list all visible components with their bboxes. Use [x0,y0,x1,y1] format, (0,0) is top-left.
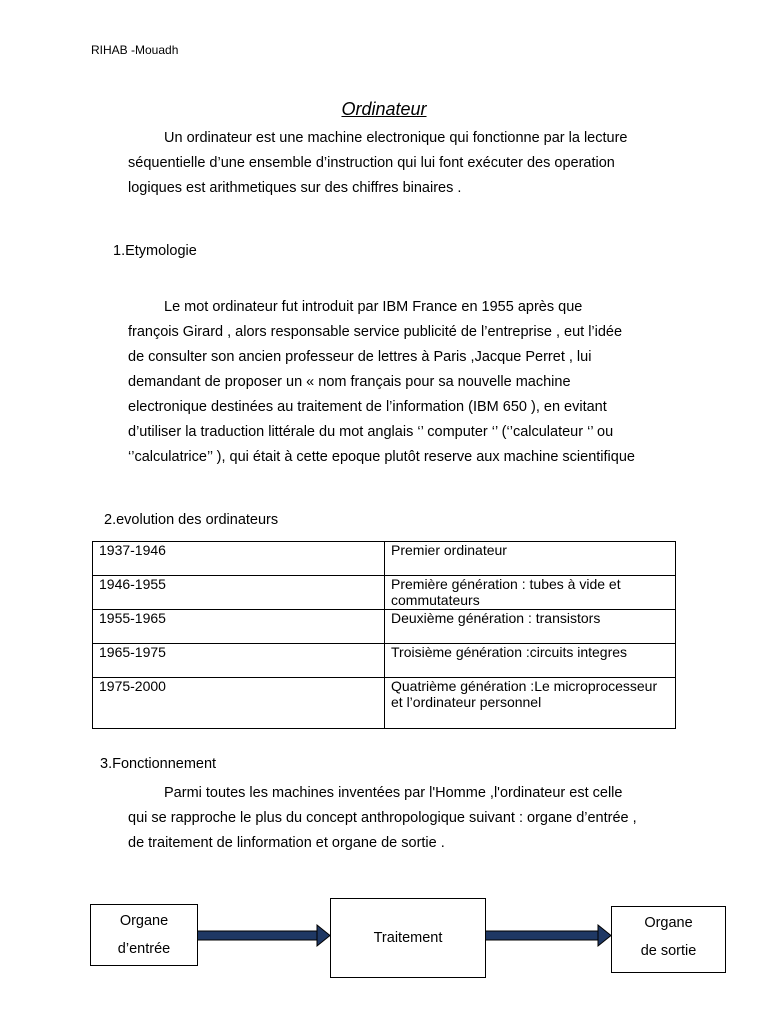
page-title: Ordinateur [341,99,427,119]
etymology-line: electronique destinées au traitement de l’information (IBM 650 ), en evitant [128,399,607,415]
operation-line: qui se rapproche le plus du concept anthropologique suivant : organe d’entrée , [128,810,637,826]
generation-cell: Troisième génération :circuits integres [385,644,676,678]
section-heading-evolution: 2.evolution des ordinateurs [104,512,279,528]
generation-cell: Quatrième génération :Le microprocesseur et l’ordinateur personnel [385,678,676,729]
input-organ-line1: Organe [119,913,169,929]
etymology-line: de consulter son ancien professeur de lettres à Paris ,Jacque Perret , lui [128,349,592,365]
arrow-process-to-output-head [598,925,611,946]
processing-label: Traitement [373,930,443,946]
etymology-line: demandant de proposer un « nom français pour sa nouvelle machine [128,374,571,390]
generation-cell: Première génération : tubes à vide et commutateurs [385,576,676,610]
etymology-line: Le mot ordinateur fut introduit par IBM France en 1955 après que [164,299,583,315]
arrow-input-to-process-shaft [197,931,318,940]
processing-box [330,898,486,978]
intro-line: logiques est arithmetiques sur des chiffres binaires . [128,180,462,196]
generation-cell: Premier ordinateur [385,542,676,576]
operation-line: de traitement de linformation et organe de sortie . [128,835,445,851]
arrow-input-to-process-head [317,925,330,946]
input-organ-box [90,904,198,966]
section-heading-etymology: 1.Etymologie [113,243,197,259]
intro-line: séquentielle d’une ensemble d’instruction qui lui font exécuter des operation [128,155,615,171]
period-cell: 1955-1965 [93,610,385,644]
etymology-line: d’utiliser la traduction littérale du mot anglais ‘’ computer ‘’ (‘’calculateur ‘’ ou [128,424,614,440]
header-author: RIHAB -Mouadh [91,43,179,57]
output-organ-box [611,906,726,973]
period-cell: 1965-1975 [93,644,385,678]
period-cell: 1975-2000 [93,678,385,729]
output-organ-line2: de sortie [640,943,697,959]
etymology-line: françois Girard , alors responsable service publicité de l’entreprise , eut l’idée [128,324,623,340]
arrow-process-to-output-shaft [485,931,599,940]
output-organ-line1: Organe [644,915,693,931]
etymology-line: ‘’calculatrice’’ ), qui était à cette epoque plutôt reserve aux machine scientifique [128,449,635,465]
input-organ-line2: d’entrée [117,941,171,957]
section-heading-operation: 3.Fonctionnement [100,756,217,772]
period-cell: 1937-1946 [93,542,385,576]
period-cell: 1946-1955 [93,576,385,610]
intro-line: Un ordinateur est une machine electronique qui fonctionne par la lecture [164,130,628,146]
operation-line: Parmi toutes les machines inventées par l'Homme ,l'ordinateur est celle [164,785,623,801]
generation-cell: Deuxième génération : transistors [385,610,676,644]
